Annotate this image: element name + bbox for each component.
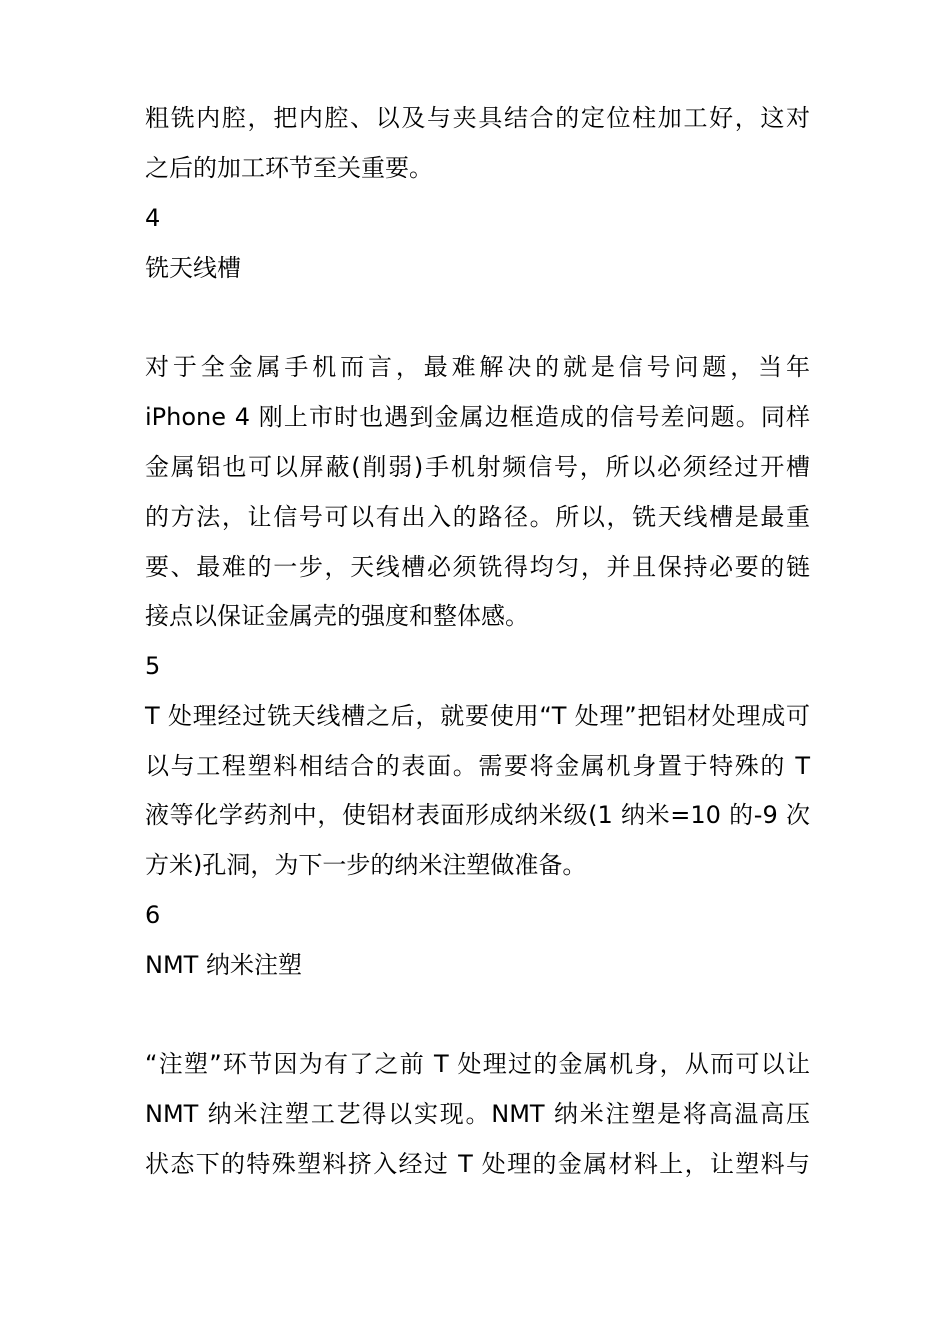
paragraph-line: T 处理经过铣天线槽之后，就要使用“T 处理”把铝材处理成可 — [145, 702, 810, 730]
paragraph-line: 接点以保证金属壳的强度和整体感。 — [145, 602, 529, 630]
paragraph-line: 金属铝也可以屏蔽(削弱)手机射频信号，所以必须经过开槽 — [145, 453, 810, 481]
step-number: 5 — [145, 652, 161, 680]
paragraph-line: 要、最难的一步，天线槽必须铣得均匀，并且保持必要的链 — [145, 553, 810, 581]
paragraph-line: 对于全金属手机而言，最难解决的就是信号问题，当年 — [145, 353, 810, 381]
paragraph-line: NMT 纳米注塑工艺得以实现。NMT 纳米注塑是将高温高压 — [145, 1100, 810, 1128]
paragraph-line: 的方法，让信号可以有出入的路径。所以，铣天线槽是最重 — [145, 503, 810, 531]
step-number: 6 — [145, 901, 161, 929]
paragraph-line: 方米)孔洞，为下一步的纳米注塑做准备。 — [145, 851, 587, 879]
paragraph-line: “注塑”环节因为有了之前 T 处理过的金属机身，从而可以让 — [145, 1050, 810, 1078]
step-title: 铣天线槽 — [145, 254, 241, 282]
paragraph-line: 液等化学药剂中，使铝材表面形成纳米级(1 纳米=10 的-9 次 — [145, 801, 810, 829]
paragraph-line: iPhone 4 刚上市时也遇到金属边框造成的信号差问题。同样 — [145, 403, 810, 431]
step-number: 4 — [145, 204, 161, 232]
paragraph-line: 粗铣内腔，把内腔、以及与夹具结合的定位柱加工好，这对 — [145, 104, 810, 132]
paragraph-line: 之后的加工环节至关重要。 — [145, 154, 433, 182]
step-title: NMT 纳米注塑 — [145, 951, 302, 979]
paragraph-line: 状态下的特殊塑料挤入经过 T 处理的金属材料上，让塑料与 — [145, 1150, 810, 1178]
paragraph-line: 以与工程塑料相结合的表面。需要将金属机身置于特殊的 T — [145, 752, 810, 780]
